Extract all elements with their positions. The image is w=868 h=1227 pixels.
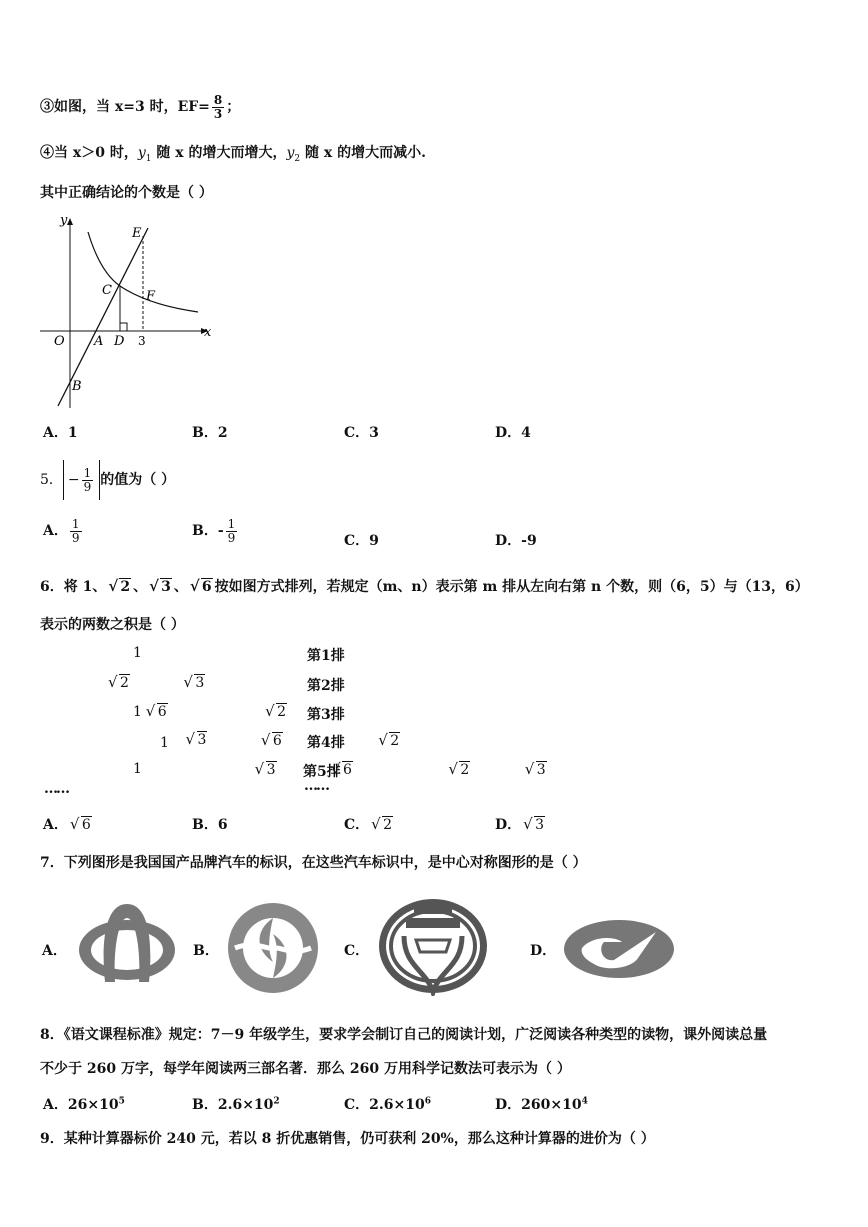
ef-fraction: $\frac{8}{3}$ xyxy=(213,93,223,121)
q5-option-d[interactable]: D．-9 xyxy=(495,533,537,549)
q7-option-a-label[interactable]: A． xyxy=(42,943,67,959)
question-8-stem: 8．《语文课程标准》规定：7－9 年级学生，要求学会制订自己的阅读计划，广泛阅读各种类型的读物，课外阅读总量 xyxy=(40,1027,768,1043)
number-triangle xyxy=(0,645,546,797)
question-6-options xyxy=(40,814,840,834)
question-6-stem: 6．将 1、√ 2 、√ 3 、√ 6 按如图方式排列，若规定（m、n）表示第 m 排从左向右第 n 个数，则（6，5）与（13，6） xyxy=(40,576,809,596)
q7-option-b-label[interactable]: B． xyxy=(193,943,219,959)
q8-option-a[interactable]: A．$26\times 10^5$ xyxy=(43,1096,125,1113)
question-4-options xyxy=(40,422,840,442)
logo-c-icon xyxy=(376,896,490,996)
tri-r2-c1: √ 2 xyxy=(108,675,130,691)
tri-r5-c5: √ 3 xyxy=(525,762,547,778)
tri-r1-c1: 1 xyxy=(133,645,142,661)
tri-r4-c2: √ 6 xyxy=(261,733,283,749)
q6-option-a[interactable]: A．√ 6 xyxy=(43,814,94,834)
q4-option-b[interactable]: B．2 xyxy=(192,425,228,441)
graph-label-C: C xyxy=(102,283,112,298)
q6-option-c[interactable]: C．√ 2 xyxy=(344,814,395,834)
tri-r5-c1: √ 3 xyxy=(255,762,277,778)
graph-label-A: A xyxy=(94,334,104,349)
tri-dots-left: …… xyxy=(44,781,68,797)
tri-r3-c1: √ 6 xyxy=(146,704,168,720)
q6-option-b[interactable]: B．6 xyxy=(192,817,228,833)
statement-3-text: ③如图，当 x=3 时，EF= xyxy=(40,99,210,116)
tri-row-label-2: 第2排 xyxy=(307,678,345,694)
logo-b-icon xyxy=(225,900,321,996)
q4-option-a[interactable]: A．1 xyxy=(43,425,78,441)
q7-option-c-label[interactable]: C． xyxy=(344,943,370,959)
question-5-stem: 5． − $\frac{1}{9}$ 的值为（ ） xyxy=(40,460,175,500)
function-graph xyxy=(38,210,218,410)
question-8-options xyxy=(40,1094,840,1114)
question-5-options xyxy=(40,518,840,558)
q5-option-b[interactable]: B．- $\frac{1}{9}$ xyxy=(192,517,236,545)
question-6-stem-line2: 表示的两数之积是（ ） xyxy=(40,617,185,633)
q5-option-a[interactable]: A． $\frac{1}{9}$ xyxy=(43,517,80,545)
q6-option-d[interactable]: D．√ 3 xyxy=(495,814,547,834)
question-4-stem: 其中正确结论的个数是（ ） xyxy=(40,185,213,201)
q5-option-c[interactable]: C．9 xyxy=(344,533,379,549)
graph-label-E: E xyxy=(132,226,142,241)
question-9-stem: 9．某种计算器标价 240 元，若以 8 折优惠销售，仍可获利 20%，那么这种计算器的进价为（ ） xyxy=(40,1131,655,1147)
tri-row-label-3: 第3排 xyxy=(307,707,345,723)
tri-r5-c4: √ 2 xyxy=(448,762,470,778)
q8-option-d[interactable]: D．$260\times 10^4$ xyxy=(495,1096,588,1113)
tri-r3-c3: √ 2 xyxy=(265,704,287,720)
graph-label-O: O xyxy=(54,334,65,349)
tri-row-label-5: 第5排 xyxy=(303,764,341,780)
logo-d-icon xyxy=(562,918,676,980)
q8-option-b[interactable]: B．$2.6\times 10^2$ xyxy=(192,1096,280,1113)
q4-option-c[interactable]: C．3 xyxy=(344,425,379,441)
tri-r4-c4: √ 2 xyxy=(378,733,400,749)
tri-dots-right: …… xyxy=(304,778,328,794)
graph-label-y: y xyxy=(60,213,68,228)
q5-absolute-value: − $\frac{1}{9}$ xyxy=(63,460,100,500)
tri-r2-c2: √ 3 xyxy=(183,675,205,691)
tri-row-label-1: 第1排 xyxy=(307,648,345,664)
graph-label-F: F xyxy=(146,289,156,304)
question-7-stem: 7．下列图形是我国国产品牌汽车的标识，在这些汽车标识中，是中心对称图形的是（ ） xyxy=(40,855,587,871)
graph-label-3: 3 xyxy=(138,334,146,348)
tri-r4-c3: 1 xyxy=(160,735,169,751)
logo-a-icon xyxy=(75,902,179,986)
statement-3: ③如图，当 x=3 时，EF= $\frac{8}{3}$ ； xyxy=(40,93,241,121)
graph-label-B: B xyxy=(72,379,82,394)
q5-number: 5． xyxy=(40,472,63,488)
tri-row-label-4: 第4排 xyxy=(307,735,345,751)
question-8-stem-line2: 不少于 260 万字，每学年阅读两三部名著．那么 260 万用科学记数法可表示为（ ） xyxy=(40,1061,571,1077)
q7-option-d-label[interactable]: D． xyxy=(530,943,557,959)
graph-label-D: D xyxy=(114,334,125,349)
graph-label-x: x xyxy=(204,325,212,340)
tri-r5-c2: √ 6 xyxy=(331,762,353,778)
tri-r5-c3: 1 xyxy=(133,761,142,777)
tri-r4-c1: √ 3 xyxy=(186,732,208,748)
statement-4: ④当 x＞0 时，$y_1$ 随 x 的增大而增大，$y_2$ 随 x 的增大而减小. xyxy=(40,145,426,164)
q4-option-d[interactable]: D．4 xyxy=(495,425,531,441)
tri-r3-c2: 1 xyxy=(133,704,142,720)
q8-option-c[interactable]: C．$2.6\times 10^6$ xyxy=(344,1096,431,1113)
